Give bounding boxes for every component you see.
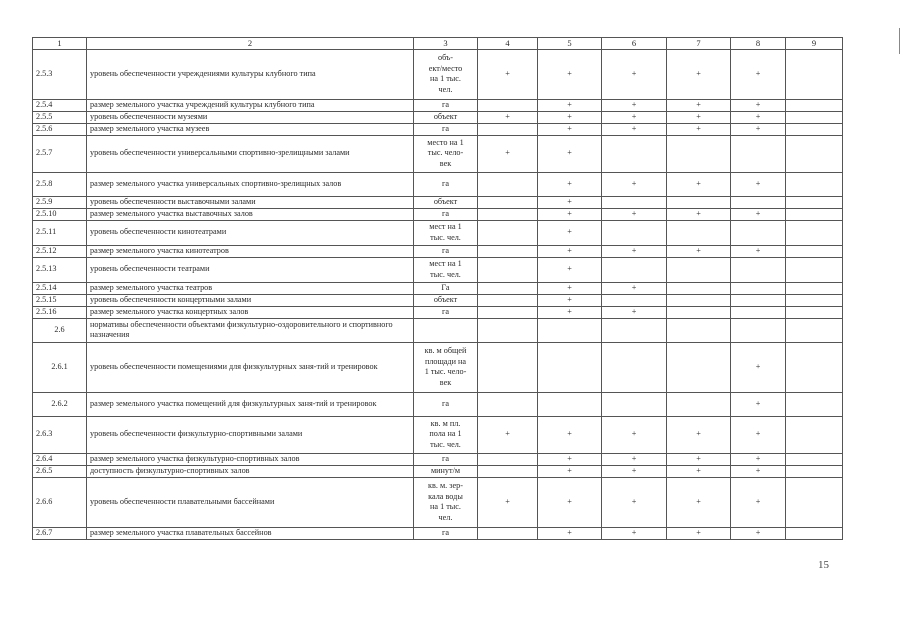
table-row	[33, 527, 843, 539]
plus-mark	[786, 111, 843, 123]
plus-mark: +	[538, 99, 602, 111]
plus-mark	[667, 342, 731, 392]
unit-cell: объ- ект/место на 1 тыс. чел.	[414, 49, 478, 99]
row-number: 2.5.8	[33, 172, 87, 196]
plus-mark: +	[731, 527, 786, 539]
indicator-text: уровень обеспеченности музеями	[87, 111, 414, 123]
row-number: 2.5.12	[33, 245, 87, 257]
page-edge-mark	[899, 28, 900, 54]
plus-mark	[731, 306, 786, 318]
plus-mark: +	[731, 172, 786, 196]
unit-cell: мест на 1 тыс. чел.	[414, 220, 478, 245]
header-cell: 9	[786, 38, 843, 50]
plus-mark: +	[538, 135, 602, 172]
row-number: 2.5.14	[33, 282, 87, 294]
table-row	[33, 172, 843, 196]
indicator-text: размер земельного участка выставочных залов	[87, 208, 414, 220]
row-number: 2.6.5	[33, 465, 87, 477]
plus-mark	[786, 416, 843, 453]
row-number: 2.5.4	[33, 99, 87, 111]
plus-mark	[786, 527, 843, 539]
plus-mark: +	[538, 453, 602, 465]
plus-mark	[731, 282, 786, 294]
plus-mark	[667, 257, 731, 282]
unit-cell: га	[414, 527, 478, 539]
row-number: 2.5.16	[33, 306, 87, 318]
plus-mark	[667, 196, 731, 208]
plus-mark	[602, 196, 667, 208]
plus-mark	[602, 220, 667, 245]
plus-mark: +	[538, 477, 602, 527]
plus-mark: +	[538, 465, 602, 477]
row-number: 2.5.9	[33, 196, 87, 208]
plus-mark: +	[538, 208, 602, 220]
plus-mark	[786, 208, 843, 220]
page-number: 15	[818, 559, 829, 571]
header-cell: 3	[414, 38, 478, 50]
plus-mark	[786, 172, 843, 196]
plus-mark: +	[538, 49, 602, 99]
plus-mark: +	[667, 477, 731, 527]
plus-mark: +	[478, 135, 538, 172]
plus-mark: +	[667, 123, 731, 135]
plus-mark: +	[602, 49, 667, 99]
row-number: 2.6.6	[33, 477, 87, 527]
plus-mark: +	[731, 416, 786, 453]
table-body	[33, 38, 843, 540]
unit-cell: га	[414, 172, 478, 196]
plus-mark	[602, 257, 667, 282]
row-number: 2.6.2	[33, 392, 87, 416]
table-row	[33, 123, 843, 135]
plus-mark: +	[602, 172, 667, 196]
unit-cell: га	[414, 453, 478, 465]
plus-mark	[478, 342, 538, 392]
plus-mark	[478, 294, 538, 306]
plus-mark: +	[731, 123, 786, 135]
plus-mark	[786, 318, 843, 342]
header-cell: 4	[478, 38, 538, 50]
indicator-text: размер земельного участка плавательных бассейнов	[87, 527, 414, 539]
plus-mark: +	[538, 245, 602, 257]
plus-mark	[786, 99, 843, 111]
plus-mark	[786, 135, 843, 172]
plus-mark	[478, 318, 538, 342]
unit-cell: га	[414, 99, 478, 111]
plus-mark	[786, 49, 843, 99]
plus-mark	[786, 282, 843, 294]
indicator-text: размер земельного участка театров	[87, 282, 414, 294]
indicator-text: уровень обеспеченности кинотеатрами	[87, 220, 414, 245]
plus-mark: +	[667, 453, 731, 465]
plus-mark: +	[602, 99, 667, 111]
row-number: 2.5.5	[33, 111, 87, 123]
plus-mark: +	[731, 477, 786, 527]
table-row	[33, 477, 843, 527]
plus-mark	[731, 257, 786, 282]
indicator-text: нормативы обеспеченности объектами физкультурно-оздоровительного и спортивного назначения	[87, 318, 414, 342]
indicator-text: размер земельного участка кинотеатров	[87, 245, 414, 257]
indicator-text: уровень обеспеченности универсальными спортивно-зрелищными залами	[87, 135, 414, 172]
plus-mark	[731, 135, 786, 172]
indicator-text: размер земельного участка помещений для физкультурных заня-тий и тренировок	[87, 392, 414, 416]
indicator-text: уровень обеспеченности физкультурно-спортивными залами	[87, 416, 414, 453]
plus-mark	[602, 318, 667, 342]
plus-mark: +	[667, 111, 731, 123]
plus-mark	[786, 477, 843, 527]
plus-mark: +	[538, 527, 602, 539]
plus-mark: +	[731, 208, 786, 220]
table-row	[33, 99, 843, 111]
plus-mark	[786, 220, 843, 245]
plus-mark	[478, 392, 538, 416]
plus-mark: +	[478, 416, 538, 453]
plus-mark	[786, 453, 843, 465]
plus-mark: +	[731, 465, 786, 477]
table-row	[33, 306, 843, 318]
plus-mark	[538, 392, 602, 416]
plus-mark	[602, 392, 667, 416]
plus-mark	[478, 123, 538, 135]
plus-mark	[602, 342, 667, 392]
plus-mark: +	[667, 99, 731, 111]
indicator-text: доступность физкультурно-спортивных залов	[87, 465, 414, 477]
plus-mark	[786, 123, 843, 135]
plus-mark: +	[602, 111, 667, 123]
unit-cell: га	[414, 208, 478, 220]
plus-mark	[786, 465, 843, 477]
indicator-text: уровень обеспеченности учреждениями культуры клубного типа	[87, 49, 414, 99]
plus-mark: +	[731, 49, 786, 99]
plus-mark: +	[731, 392, 786, 416]
plus-mark: +	[538, 111, 602, 123]
row-number: 2.6.7	[33, 527, 87, 539]
norms-table	[32, 37, 843, 540]
plus-mark	[786, 392, 843, 416]
plus-mark: +	[602, 453, 667, 465]
row-number: 2.5.6	[33, 123, 87, 135]
plus-mark: +	[602, 245, 667, 257]
plus-mark: +	[538, 123, 602, 135]
indicator-text: уровень обеспеченности плавательными бассейнами	[87, 477, 414, 527]
unit-cell: минут/м	[414, 465, 478, 477]
plus-mark	[786, 306, 843, 318]
unit-cell: кв. м. зер- кала воды на 1 тыс. чел.	[414, 477, 478, 527]
plus-mark: +	[667, 416, 731, 453]
indicator-text: уровень обеспеченности театрами	[87, 257, 414, 282]
plus-mark	[667, 306, 731, 318]
plus-mark: +	[538, 306, 602, 318]
plus-mark: +	[602, 477, 667, 527]
plus-mark: +	[731, 111, 786, 123]
header-cell: 6	[602, 38, 667, 50]
plus-mark: +	[667, 208, 731, 220]
plus-mark: +	[538, 416, 602, 453]
header-cell: 5	[538, 38, 602, 50]
row-number: 2.5.7	[33, 135, 87, 172]
plus-mark	[731, 294, 786, 306]
row-number: 2.5.3	[33, 49, 87, 99]
plus-mark: +	[602, 208, 667, 220]
plus-mark: +	[731, 99, 786, 111]
unit-cell: кв. м пл. пола на 1 тыс. чел.	[414, 416, 478, 453]
indicator-text: размер земельного участка физкультурно-спортивных залов	[87, 453, 414, 465]
row-number: 2.6.4	[33, 453, 87, 465]
plus-mark: +	[667, 245, 731, 257]
indicator-text: уровень обеспеченности выставочными залами	[87, 196, 414, 208]
plus-mark: +	[731, 342, 786, 392]
indicator-text: размер земельного участка учреждений культуры клубного типа	[87, 99, 414, 111]
plus-mark: +	[602, 282, 667, 294]
unit-cell: Га	[414, 282, 478, 294]
indicator-text: размер земельного участка универсальных спортивно-зрелищных залов	[87, 172, 414, 196]
table-row	[33, 196, 843, 208]
indicator-text: размер земельного участка концертных залов	[87, 306, 414, 318]
table-row	[33, 208, 843, 220]
plus-mark: +	[538, 220, 602, 245]
header-cell: 7	[667, 38, 731, 50]
header-row	[33, 38, 843, 50]
unit-cell: кв. м общей площади на 1 тыс. чело- век	[414, 342, 478, 392]
plus-mark	[667, 392, 731, 416]
plus-mark	[478, 257, 538, 282]
plus-mark: +	[478, 477, 538, 527]
table-row	[33, 282, 843, 294]
unit-cell: га	[414, 245, 478, 257]
plus-mark: +	[602, 416, 667, 453]
plus-mark: +	[731, 453, 786, 465]
table-row	[33, 416, 843, 453]
plus-mark	[478, 282, 538, 294]
table-row	[33, 135, 843, 172]
plus-mark	[478, 208, 538, 220]
plus-mark	[667, 282, 731, 294]
plus-mark	[538, 318, 602, 342]
unit-cell: место на 1 тыс. чело- век	[414, 135, 478, 172]
plus-mark: +	[602, 123, 667, 135]
header-cell: 1	[33, 38, 87, 50]
plus-mark	[478, 245, 538, 257]
table-row	[33, 318, 843, 342]
plus-mark	[667, 135, 731, 172]
plus-mark	[478, 306, 538, 318]
plus-mark: +	[667, 172, 731, 196]
unit-cell: объект	[414, 196, 478, 208]
plus-mark: +	[538, 196, 602, 208]
unit-cell: га	[414, 123, 478, 135]
indicator-text: уровень обеспеченности помещениями для физкультурных заня-тий и тренировок	[87, 342, 414, 392]
table-row	[33, 294, 843, 306]
plus-mark	[731, 196, 786, 208]
row-number: 2.6	[33, 318, 87, 342]
plus-mark: +	[538, 282, 602, 294]
plus-mark: +	[731, 245, 786, 257]
plus-mark	[478, 465, 538, 477]
plus-mark	[478, 99, 538, 111]
plus-mark	[538, 342, 602, 392]
plus-mark: +	[667, 49, 731, 99]
table-row	[33, 245, 843, 257]
plus-mark: +	[602, 527, 667, 539]
table-row	[33, 465, 843, 477]
plus-mark	[602, 135, 667, 172]
plus-mark	[478, 196, 538, 208]
header-cell: 2	[87, 38, 414, 50]
unit-cell: объект	[414, 111, 478, 123]
plus-mark	[667, 220, 731, 245]
plus-mark	[786, 245, 843, 257]
table-row	[33, 453, 843, 465]
row-number: 2.5.15	[33, 294, 87, 306]
row-number: 2.5.13	[33, 257, 87, 282]
indicator-text: размер земельного участка музеев	[87, 123, 414, 135]
plus-mark	[667, 318, 731, 342]
plus-mark	[786, 196, 843, 208]
table-row	[33, 257, 843, 282]
plus-mark	[731, 318, 786, 342]
row-number: 2.5.11	[33, 220, 87, 245]
plus-mark	[786, 342, 843, 392]
table-row	[33, 111, 843, 123]
unit-cell: га	[414, 306, 478, 318]
plus-mark: +	[478, 49, 538, 99]
plus-mark	[478, 453, 538, 465]
indicator-text: уровень обеспеченности концертными залами	[87, 294, 414, 306]
table-row	[33, 342, 843, 392]
plus-mark: +	[667, 465, 731, 477]
plus-mark: +	[538, 294, 602, 306]
row-number: 2.6.3	[33, 416, 87, 453]
row-number: 2.6.1	[33, 342, 87, 392]
unit-cell	[414, 318, 478, 342]
plus-mark: +	[667, 527, 731, 539]
unit-cell: га	[414, 392, 478, 416]
plus-mark	[478, 172, 538, 196]
table-row	[33, 49, 843, 99]
plus-mark: +	[478, 111, 538, 123]
plus-mark	[667, 294, 731, 306]
unit-cell: мест на 1 тыс. чел.	[414, 257, 478, 282]
plus-mark	[602, 294, 667, 306]
plus-mark	[731, 220, 786, 245]
plus-mark	[786, 294, 843, 306]
table-row	[33, 392, 843, 416]
plus-mark	[478, 527, 538, 539]
header-cell: 8	[731, 38, 786, 50]
plus-mark: +	[538, 172, 602, 196]
plus-mark: +	[602, 306, 667, 318]
plus-mark	[478, 220, 538, 245]
plus-mark	[786, 257, 843, 282]
plus-mark: +	[538, 257, 602, 282]
plus-mark: +	[602, 465, 667, 477]
table-row	[33, 220, 843, 245]
row-number: 2.5.10	[33, 208, 87, 220]
unit-cell: объект	[414, 294, 478, 306]
